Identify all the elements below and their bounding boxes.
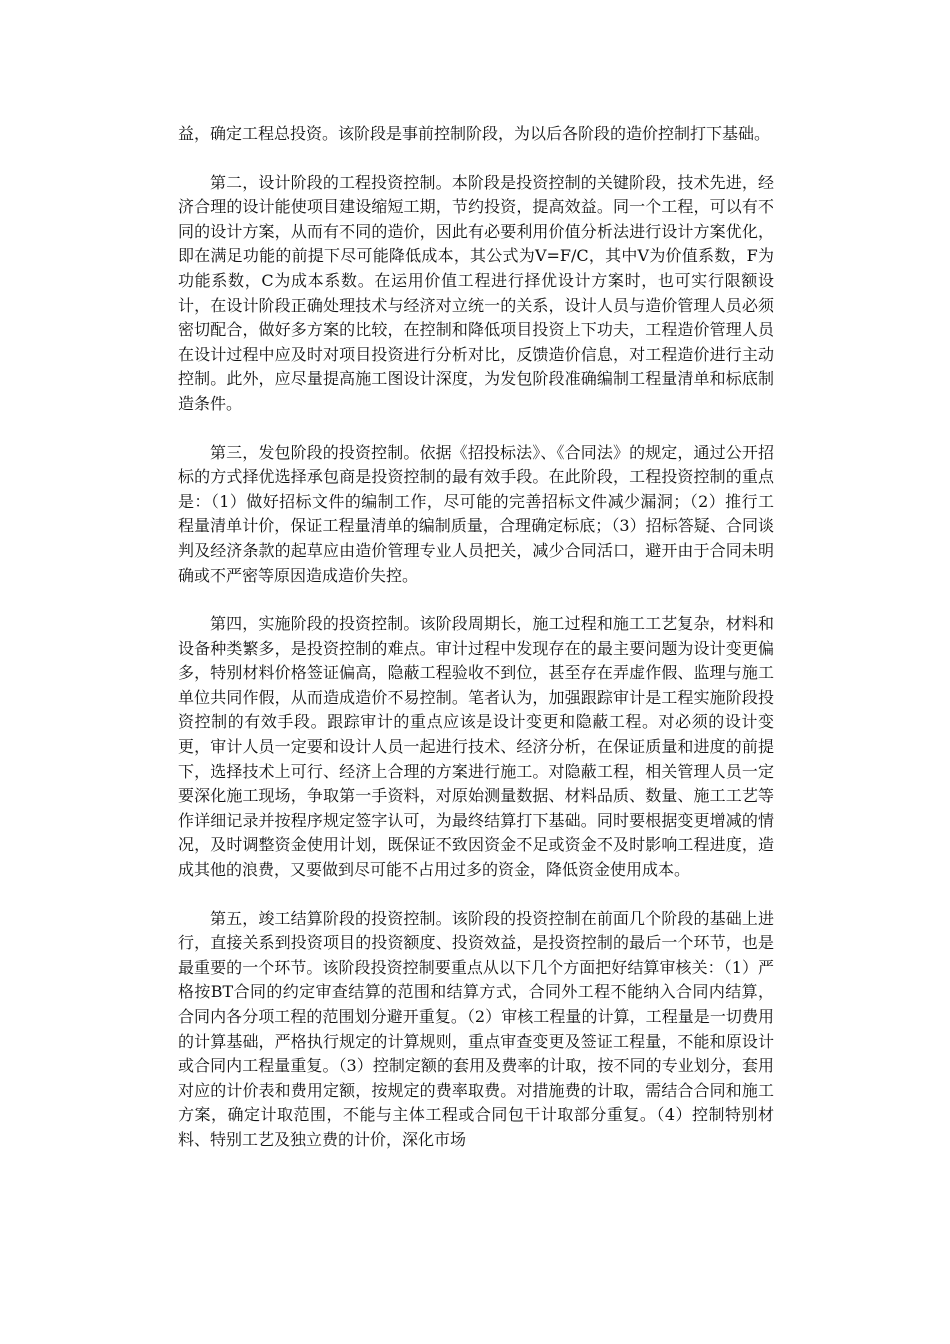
paragraph-settlement-stage: 第五，竣工结算阶段的投资控制。该阶段的投资控制在前面几个阶段的基础上进行，直接关系到投资项目的投资额度、投资效益，是投资控制的最后一个环节，也是最重要的一个环节。该阶段投资控制要重点从以下几个方面把好结算审核关：（1）严格按BT合同的约定审查结算的范围和结算方式，合同外工程不能纳入合同内结算，合同内各分项工程的范围划分避开重复。（2）审核工程量的计算，工程量是一切费用的计算基础，严格执行规定的计算规则，重点审查变更及签证工程量，不能和原设计或合同内工程量重复。（3）控制定额的套用及费率的计取，按不同的专业划分，套用对应的计价表和费用定额，按规定的费率取费。对措施费的计取，需结合合同和施工方案，确定计取范围，不能与主体工程或合同包干计取部分重复。（4）控制特别材料、特别工艺及独立费的计价，深化市场 — [178, 908, 774, 1149]
paragraph-continuation: 益，确定工程总投资。该阶段是事前控制阶段，为以后各阶段的造价控制打下基础。 — [178, 124, 771, 143]
paragraph-design-stage: 第二，设计阶段的工程投资控制。本阶段是投资控制的关键阶段，技术先进，经济合理的设计能使项目建设缩短工期，节约投资，提高效益。同一个工程，可以有不同的设计方案，从而有不同的造价，因此有必要利用价值分析法进行设计方案优化，即在满足功能的前提下尽可能降低成本，其公式为V=F/C，其中V为价值系数，F为功能系数，C为成本系数。在运用价值工程进行择优设计方案时，也可实行限额设计，在设计阶段正确处理技术与经济对立统一的关系，设计人员与造价管理人员必须密切配合，做好多方案的比较，在控制和降低项目投资上下功夫，工程造价管理人员在设计过程中应及时对项目投资进行分析对比，反馈造价信息，对工程造价进行主动控制。此外，应尽量提高施工图设计深度，为发包阶段准确编制工程量清单和标底制造条件。 — [178, 172, 774, 413]
document-body — [178, 122, 774, 1177]
paragraph-implementation-stage: 第四，实施阶段的投资控制。该阶段周期长，施工过程和施工工艺复杂，材料和设备种类繁多，是投资控制的难点。审计过程中发现存在的最主要问题为设计变更偏多，特别材料价格签证偏高，隐蔽工程验收不到位，甚至存在弄虚作假、监理与施工单位共同作假，从而造成造价不易控制。笔者认为，加强跟踪审计是工程实施阶段投资控制的有效手段。跟踪审计的重点应该是设计变更和隐蔽工程。对必须的设计变更，审计人员一定要和设计人员一起进行技术、经济分析，在保证质量和进度的前提下，选择技术上可行、经济上合理的方案进行施工。对隐蔽工程，相关管理人员一定要深化施工现场，争取第一手资料，对原始测量数据、材料品质、数量、施工工艺等作详细记录并按程序规定签字认可，为最终结算打下基础。同时要根据变更增减的情况，及时调整资金使用计划，既保证不致因资金不足或资金不及时影响工程进度，造成其他的浪费，又要做到尽可能不占用过多的资金，降低资金使用成本。 — [178, 614, 774, 880]
paragraph-bidding-stage: 第三，发包阶段的投资控制。依据《招投标法》、《合同法》的规定，通过公开招标的方式择优选择承包商是投资控制的最有效手段。在此阶段，工程投资控制的重点是：（1）做好招标文件的编制工作，尽可能的完善招标文件减少漏洞；（2）推行工程量清单计价，保证工程量清单的编制质量，合理确定标底；（3）招标答疑、合同谈判及经济条款的起草应由造价管理专业人员把关，减少合同活口，避开由于合同未明确或不严密等原因造成造价失控。 — [178, 442, 774, 585]
